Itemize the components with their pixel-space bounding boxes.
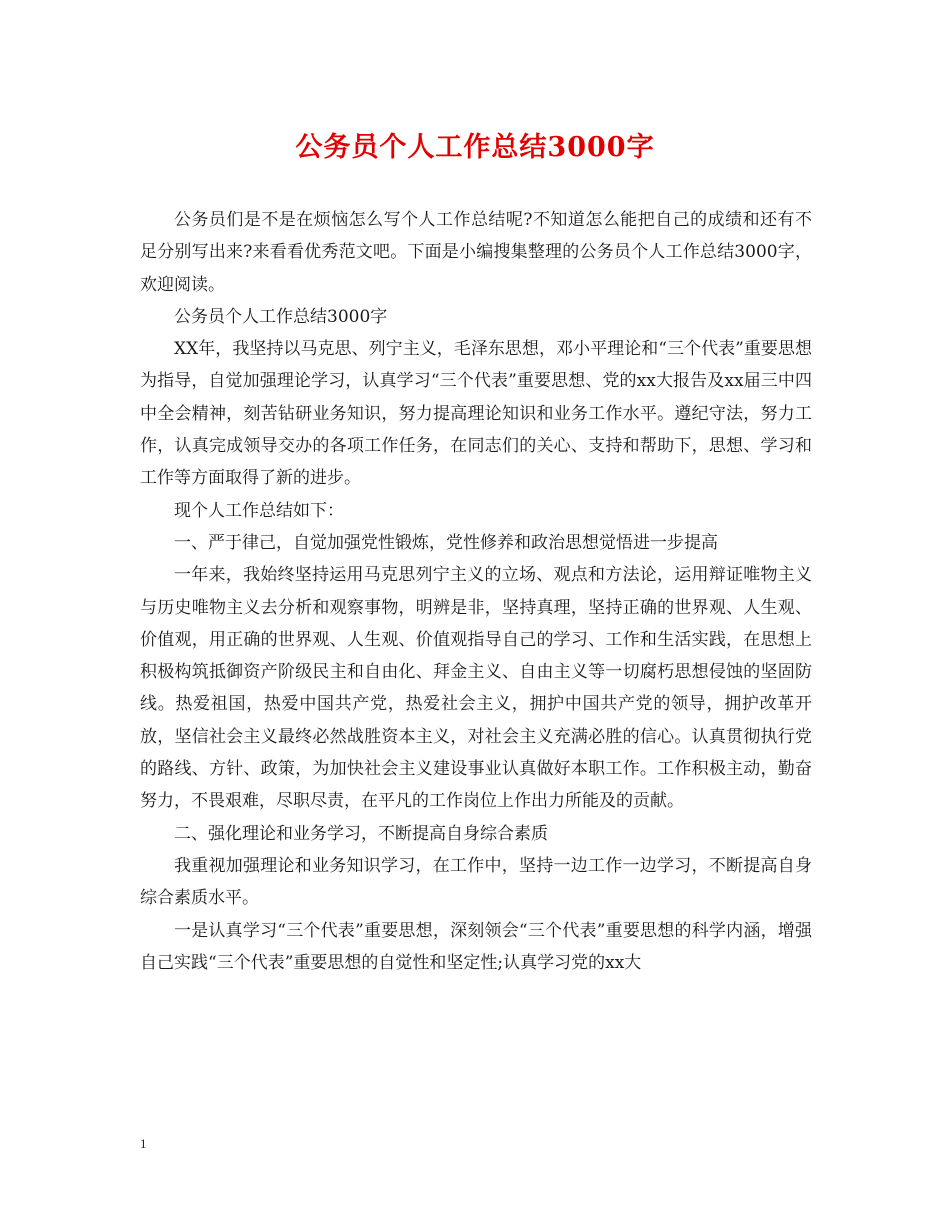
paragraph-section-1: 一年来，我始终坚持运用马克思列宁主义的立场、观点和方法论，运用辩证唯物主义与历史唯物主义去分析和观察事物，明辨是非，坚持真理，坚持正确的世界观、人生观、价值观，用正确的世界观、人生观、价值观指导自己的学习、工作和生活实践，在思想上积极构筑抵御资产阶级民主和自由化、拜金主义、自由主义等一切腐朽思想侵蚀的坚固防线。热爱祖国，热爱中国共产党，热爱社会主义，拥护中国共产党的领导，拥护改革开放，坚信社会主义最终必然战胜资本主义，对社会主义充满必胜的信心。认真贯彻执行党的路线、方针、政策，为加快社会主义建设事业认真做好本职工作。工作积极主动，勤奋努力，不畏艰难，尽职尽责，在平凡的工作岗位上作出力所能及的贡献。 xyxy=(140,565,812,812)
paragraph-intro: 公务员们是不是在烦恼怎么写个人工作总结呢?不知道怎么能把自己的成绩和还有不足分别写出来?来看看优秀范文吧。下面是小编搜集整理的公务员个人工作总结3000字，欢迎阅读。 xyxy=(140,210,812,295)
paragraph-subtitle: 公务员个人工作总结3000字 xyxy=(174,306,388,327)
paragraph-section-2-point-1: 一是认真学习“三个代表”重要思想，深刻领会“三个代表”重要思想的科学内涵，增强自己实践“三个代表”重要思想的自觉性和坚定性;认真学习党的xx大 xyxy=(140,920,812,973)
paragraph-section-2: 我重视加强理论和业务知识学习，在工作中，坚持一边工作一边学习，不断提高自身综合素质水平。 xyxy=(140,855,812,909)
paragraph-overview: XX年，我坚持以马克思、列宁主义，毛泽东思想，邓小平理论和“三个代表”重要思想为指导，自觉加强理论学习，认真学习“三个代表”重要思想、党的xx大报告及xx届三中四中全会精神，刻苦钻研业务知识，努力提高理论知识和业务工作水平。遵纪守法，努力工作，认真完成领导交办的各项工作任务，在同志们的关心、支持和帮助下，思想、学习和工作等方面取得了新的进步。 xyxy=(140,339,812,489)
section-heading-2: 二、强化理论和业务学习，不断提高自身综合素质 xyxy=(174,823,548,844)
section-heading-1: 一、严于律己，自觉加强党性锻炼，党性修养和政治思想觉悟进一步提高 xyxy=(174,532,718,553)
document-body xyxy=(140,204,812,979)
page-number: 1 xyxy=(140,1136,147,1151)
page-title: 公务员个人工作总结3000字 xyxy=(295,132,655,163)
paragraph-summary-lead: 现个人工作总结如下： xyxy=(174,500,344,521)
